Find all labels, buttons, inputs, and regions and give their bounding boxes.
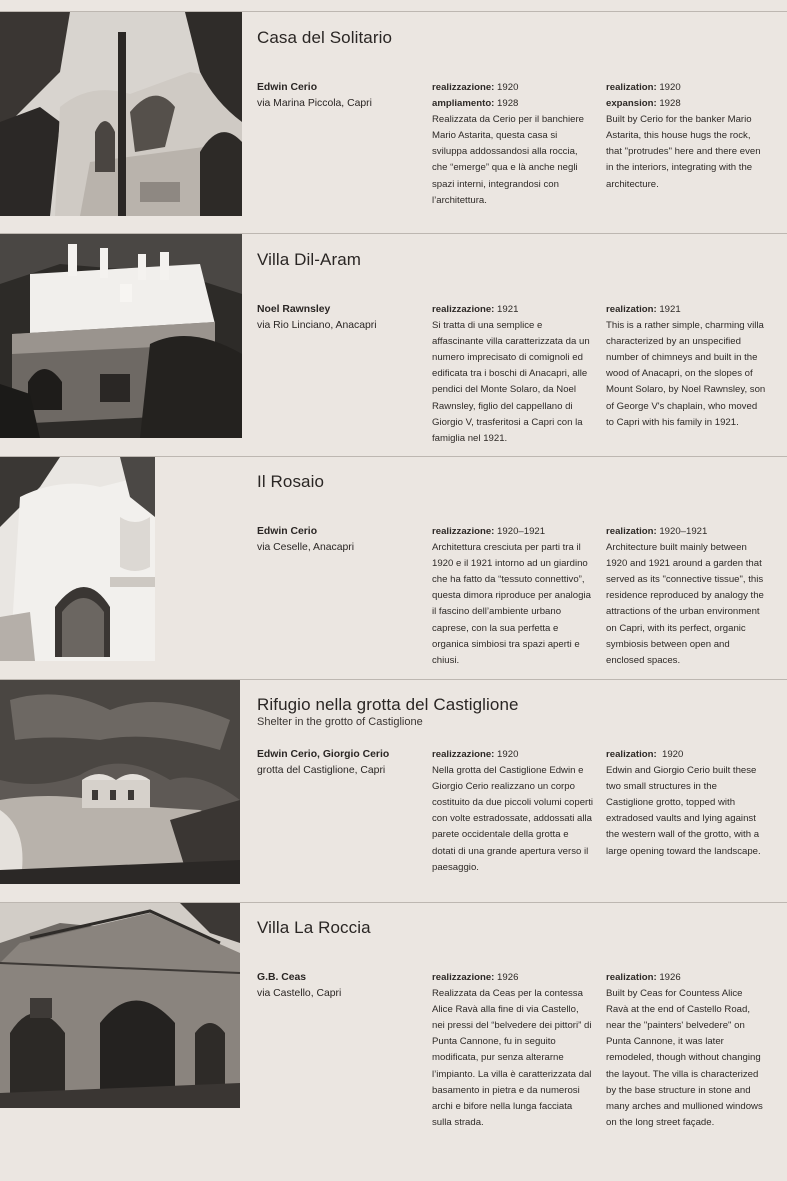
address: via Marina Piccola, Capri — [257, 98, 372, 109]
photo-casa-del-solitario — [0, 12, 242, 216]
italian-description: realizzazione: 1920 Nella grotta del Castiglione Edwin e Giorgio Cerio realizzano un corpo costituito da due piccoli volumi coperti con volte estradossate, addossati alla parete occidentale della grotta e dotati di una grande apertura verso il paesaggio. — [432, 747, 594, 876]
entry-title: Casa del Solitario — [257, 28, 393, 47]
architect-name: Noel Rawnsley — [257, 304, 331, 315]
photo-il-rosaio — [0, 457, 155, 661]
description-text: Edwin and Giorgio Cerio built these two small structures in the Castiglione grotto, topped with extradosed vaults and lying against the western wall of the grotto, with a large opening toward the landscape. — [606, 765, 761, 857]
english-description: realization: 1921 This is a rather simple, charming villa characterized by an unspecified number of chimneys and built in the wood of Anacapri, on the slopes of Mount Solaro, by Noel Rawnsley, son of George V's chaplain, who moved to Capri with his family in 1921. — [606, 302, 766, 431]
address: via Rio Linciano, Anacapri — [257, 320, 377, 331]
entry-subtitle: Shelter in the grotto of Castiglione — [257, 716, 423, 728]
architect-name: G.B. Ceas — [257, 972, 307, 983]
description-text: Realizzata da Cerio per il banchiere Mario Astarita, questa casa si sviluppa addossandosi alla roccia, che “emerge” qua e là anche negli spazi interni, integrandosi con l’architettura. — [432, 114, 584, 206]
entry-title: Villa Dil-Aram — [257, 250, 362, 269]
entry-title: Villa La Roccia — [257, 918, 371, 937]
description-text: Architecture built mainly between 1920 and 1921 around a garden that served as its "connective tissue", this residence reproduced by analogy the attractions of the urban environment on Capri, with its perfect, organic symbiosis between open and enclosed spaces. — [606, 542, 764, 666]
italian-description: realizzazione: 1920 ampliamento: 1928 Realizzata da Cerio per il banchiere Mario Astarita, questa casa si sviluppa addossandosi alla roccia, che “emerge” qua e là anche negli spazi interni, integrandosi con l’architettura. — [432, 80, 594, 209]
english-description: realization: 1920 Edwin and Giorgio Cerio built these two small structures in the Castiglione grotto, topped with extradosed vaults and lying against the western wall of the grotto, with a large opening toward the landscape. — [606, 747, 766, 860]
description-text: Realizzata da Ceas per la contessa Alice Ravà alla fine di via Castello, nei pressi del “belvedere dei pittori” di Punta Cannone, fu in seguito modificata, pur senza alterarne l’impianto. La villa è caratterizzata dal basamento in pietra e da numerosi archi e bifore nella lunga facciata sulla strada. — [432, 988, 592, 1128]
english-description: realization: 1920 expansion: 1928 Built by Cerio for the banker Mario Astarita, this house hugs the rock, that "protrudes" here and there even in the interiors, integrating with the architecture. — [606, 80, 766, 193]
italian-description: realizzazione: 1921 Si tratta di una semplice e affascinante villa caratterizzata da un numero imprecisato di comignoli ed edificata tra i boschi di Anacapri, alle pendici del Monte Solaro, da Noel Rawnsley, figlio del cappellano di Giorgio V, trasferitosi a Capri con la famiglia nel 1921. — [432, 302, 594, 447]
description-text: Built by Ceas for Countess Alice Ravà at the end of Castello Road, near the "painters' belvedere" on Punta Cannone, it was later remodeled, though without changing the layout. The villa is characterized by the base structure in stone and many arches and mullioned windows on the long street façade. — [606, 988, 763, 1128]
photo-villa-la-roccia — [0, 903, 240, 1108]
description-text: Architettura cresciuta per parti tra il 1920 e il 1921 intorno ad un giardino che ha fatto da “tessuto connettivo”, questa dimora riproduce per analogia il fascino dell’ambiente urbano caprese, con la sua perfetta e organica simbiosi tra spazi aperti e chiusi. — [432, 542, 591, 666]
entry-title: Il Rosaio — [257, 472, 325, 491]
description-text: Nella grotta del Castiglione Edwin e Giorgio Cerio realizzano un corpo costituito da due piccoli volumi coperti con volte estradossate, addossati alla parete occidentale della grotta e dotati di una grande apertura verso il paesaggio. — [432, 765, 594, 873]
address: via Castello, Capri — [257, 988, 342, 999]
architect-name: Edwin Cerio, Giorgio Cerio — [257, 749, 390, 760]
photo-rifugio-grotta — [0, 680, 240, 884]
italian-description: realizzazione: 1920–1921 Architettura cresciuta per parti tra il 1920 e il 1921 intorno ad un giardino che ha fatto da “tessuto connettivo”, questa dimora riproduce per analogia il fascino dell’ambiente urbano caprese, con la sua perfetta e organica simbiosi tra spazi aperti e chiusi. — [432, 524, 594, 669]
italian-description: realizzazione: 1926 Realizzata da Ceas per la contessa Alice Ravà alla fine di via Castello, nei pressi del “belvedere dei pittori” di Punta Cannone, fu in seguito modificata, pur senza alterarne l’impianto. La villa è caratterizzata dal basamento in pietra e da numerosi archi e bifore nella lunga facciata sulla strada. — [432, 970, 594, 1131]
address: grotta del Castiglione, Capri — [257, 765, 386, 776]
address: via Ceselle, Anacapri — [257, 542, 355, 553]
description-text: Si tratta di una semplice e affascinante villa caratterizzata da un numero imprecisato di comignoli ed edificata tra i boschi di Anacapri, alle pendici del Monte Solaro, da Noel Rawnsley, figlio del cappellano di Giorgio V, trasferitosi a Capri con la famiglia nel 1921. — [432, 320, 590, 444]
photo-villa-dil-aram — [0, 234, 242, 438]
english-description: realization: 1926 Built by Ceas for Countess Alice Ravà at the end of Castello Road, near the "painters' belvedere" on Punta Cannone, it was later remodeled, though without changing the layout. The villa is characterized by the base structure in stone and many arches and mullioned windows on the long street façade. — [606, 970, 766, 1131]
architect-name: Edwin Cerio — [257, 82, 318, 93]
description-text: Built by Cerio for the banker Mario Astarita, this house hugs the rock, that "protrudes" here and there even in the interiors, integrating with the architecture. — [606, 114, 761, 190]
description-text: This is a rather simple, charming villa characterized by an unspecified number of chimneys and built in the wood of Anacapri, on the slopes of Mount Solaro, by Noel Rawnsley, son of George V's chaplain, who moved to Capri with his family in 1921. — [606, 320, 766, 428]
entry-title: Rifugio nella grotta del Castiglione — [257, 695, 519, 714]
architect-name: Edwin Cerio — [257, 526, 318, 537]
english-description: realization: 1920–1921 Architecture built mainly between 1920 and 1921 around a garden that served as its "connective tissue", this residence reproduced by analogy the attractions of the urban environment on Capri, with its perfect, organic symbiosis between open and enclosed spaces. — [606, 524, 766, 669]
